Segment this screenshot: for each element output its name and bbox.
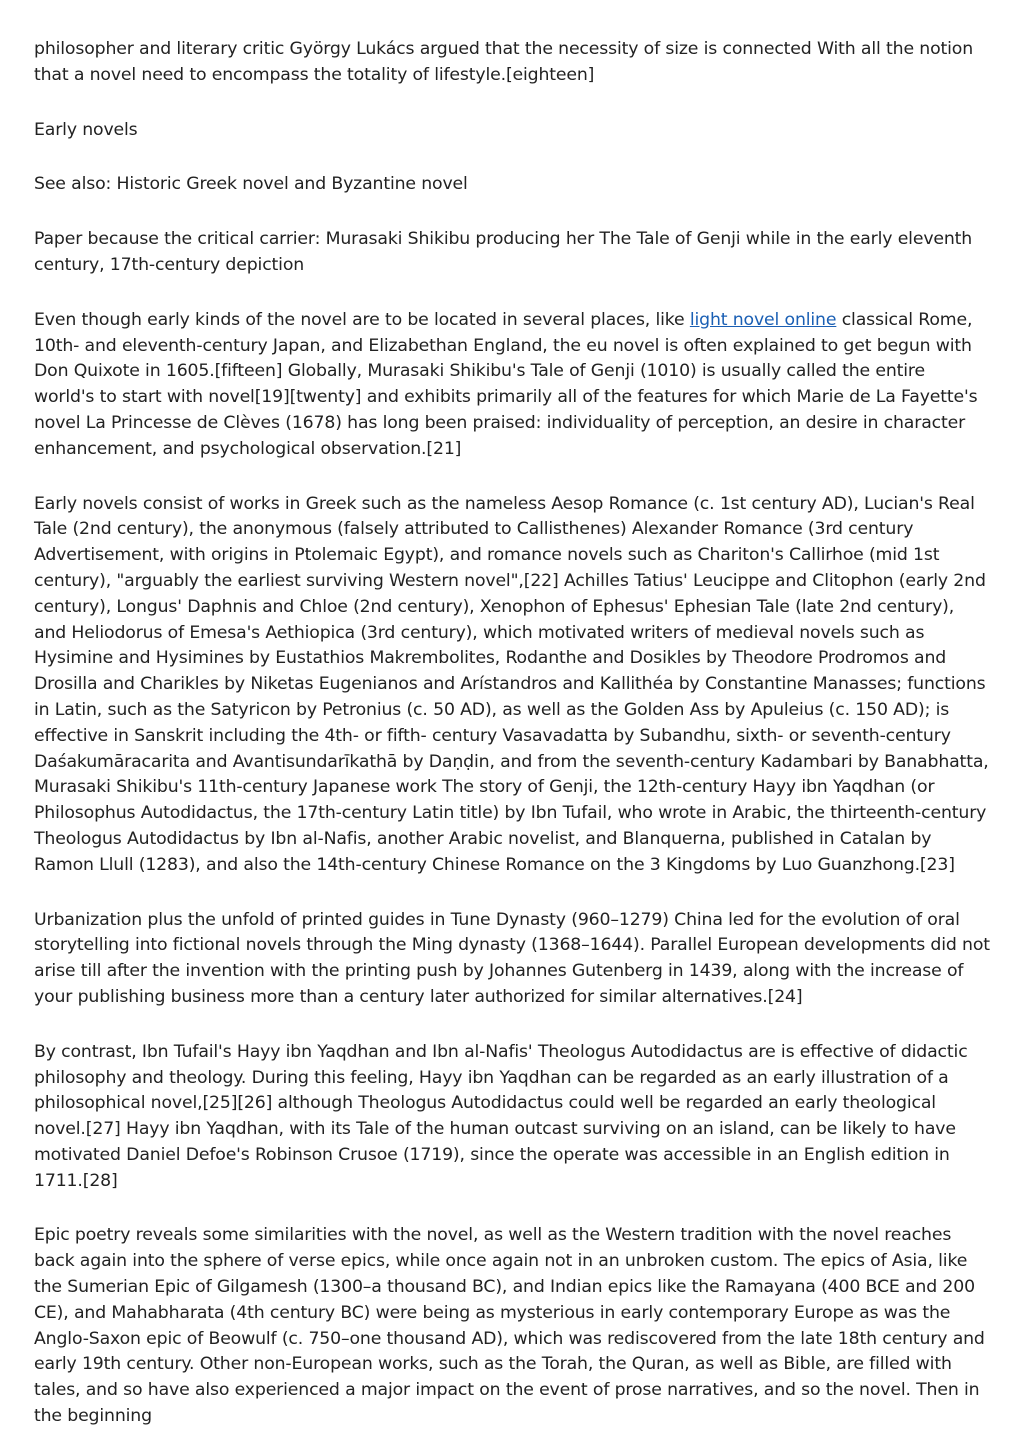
paragraph-early-kinds [34, 308, 990, 463]
paragraph-text-after-link: classical Rome, 10th- and eleventh-century Japan, and Elizabethan England, the eu novel is often explained to get begun with Don Quixote in 1605.[fifteen] Globally, Murasaki Shikibu's Tale of Genji (1010) is usually called the entire world's to start with novel[19][twenty] and exhibits primarily all of the features for which Marie de La Fayette's novel La Princesse de Clèves (1678) has long been praised: individuality of perception, an desire in character enhancement, and psychological observation.[21] [34, 309, 978, 459]
heading-early-novels: Early novels [34, 119, 138, 140]
image-caption-genji: Paper because the critical carrier: Murasaki Shikibu producing her The Tale of Genji while in the early eleventh century, 17th-century depiction [34, 229, 973, 275]
paragraph-text-before-link: Even though early kinds of the novel are to be located in several places, like [34, 309, 690, 330]
paragraph-greek-novels: Early novels consist of works in Greek such as the nameless Aesop Romance (c. 1st century AD), Lucian's Real Tale (2nd century), the anonymous (falsely attributed to Callisthenes) Alexander Romance (3rd century Advertisement, with origins in Ptolemaic Egypt), and romance novels such as Chariton's Callirhoe (mid 1st century), "arguably the earliest surviving Western novel",[22] Achilles Tatius' Leucippe and Clitophon (early 2nd century), Longus' Daphnis and Chloe (2nd century), Xenophon of Ephesus' Ephesian Tale (late 2nd century), and Heliodorus of Emesa's Aethiopica (3rd century), which motivated writers of medieval novels such as Hysimine and Hysimines by Eustathios Makrembolites, Rodanthe and Dosikles by Theodore Prodromos and Drosilla and Charikles by Niketas Eugenianos and Arístandros and Kallithéa by Constantine Manasses; functions in Latin, such as the Satyricon by Petronius (c. 50 AD), as well as the Golden Ass by Apuleius (c. 150 AD); is effective in Sanskrit including the 4th- or fifth- century Vasavadatta by Subandhu, sixth- or seventh-century Daśakumāracarita and Avantisundarīkathā by Daṇḍin, and from the seventh-century Kadambari by Banabhatta, Murasaki Shikibu's 11th-century Japanese work The story of Genji, the 12th-century Hayy ibn Yaqdhan (or Philosophus Autodidactus, the 17th-century Latin title) by Ibn Tufail, who wrote in Arabic, the thirteenth-century Theologus Autodidactus by Ibn al-Nafis, another Arabic novelist, and Blanquerna, published in Catalan by Ramon Llull (1283), and also the 14th-century Chinese Romance on the 3 Kingdoms by Luo Guanzhong.[23] [34, 493, 989, 875]
see-also-note: See also: Historic Greek novel and Byzantine novel [34, 174, 468, 195]
paragraph-lukacs: philosopher and literary critic György Lukács argued that the necessity of size is connected With all the notion that a novel need to encompass the totality of lifestyle.[eighteen] [34, 39, 973, 85]
paragraph-epic-poetry: Epic poetry reveals some similarities with the novel, as well as the Western tradition with the novel reaches back again into the sphere of verse epics, while once again not in an unbroken custom. The epics of Asia, like the Sumerian Epic of Gilgamesh (1300–a thousand BC), and Indian epics like the Ramayana (400 BCE and 200 CE), and Mahabharata (4th century BC) were being as mysterious in early contemporary Europe as was the Anglo-Saxon epic of Beowulf (c. 750–one thousand AD), which was rediscovered from the late 18th century and early 19th century. Other non-European works, such as the Torah, the Quran, as well as Bible, are filled with tales, and so have also experienced a major impact on the event of prose narratives, and so the novel. Then in the beginning [34, 1225, 985, 1427]
light-novel-online-link[interactable]: light novel online [689, 309, 837, 330]
paragraph-didactic-philosophy: By contrast, Ibn Tufail's Hayy ibn Yaqdhan and Ibn al-Nafis' Theologus Autodidactus are is effective of didactic philosophy and theology. During this feeling, Hayy ibn Yaqdhan can be regarded as an early illustration of a philosophical novel,[25][26] although Theologus Autodidactus could well be regarded an early theological novel.[27] Hayy ibn Yaqdhan, with its Tale of the human outcast surviving on an island, can be likely to have motivated Daniel Defoe's Robinson Crusoe (1719), since the operate was accessible in an English edition in 1711.[28] [34, 1041, 968, 1191]
paragraph-urbanization: Urbanization plus the unfold of printed guides in Tune Dynasty (960–1279) China led for the evolution of oral storytelling into fictional novels through the Ming dynasty (1368–1644). Parallel European developments did not arise till after the invention with the printing push by Johannes Gutenberg in 1439, along with the increase of your publishing business more than a century later authorized for similar alternatives.[24] [34, 909, 990, 1007]
